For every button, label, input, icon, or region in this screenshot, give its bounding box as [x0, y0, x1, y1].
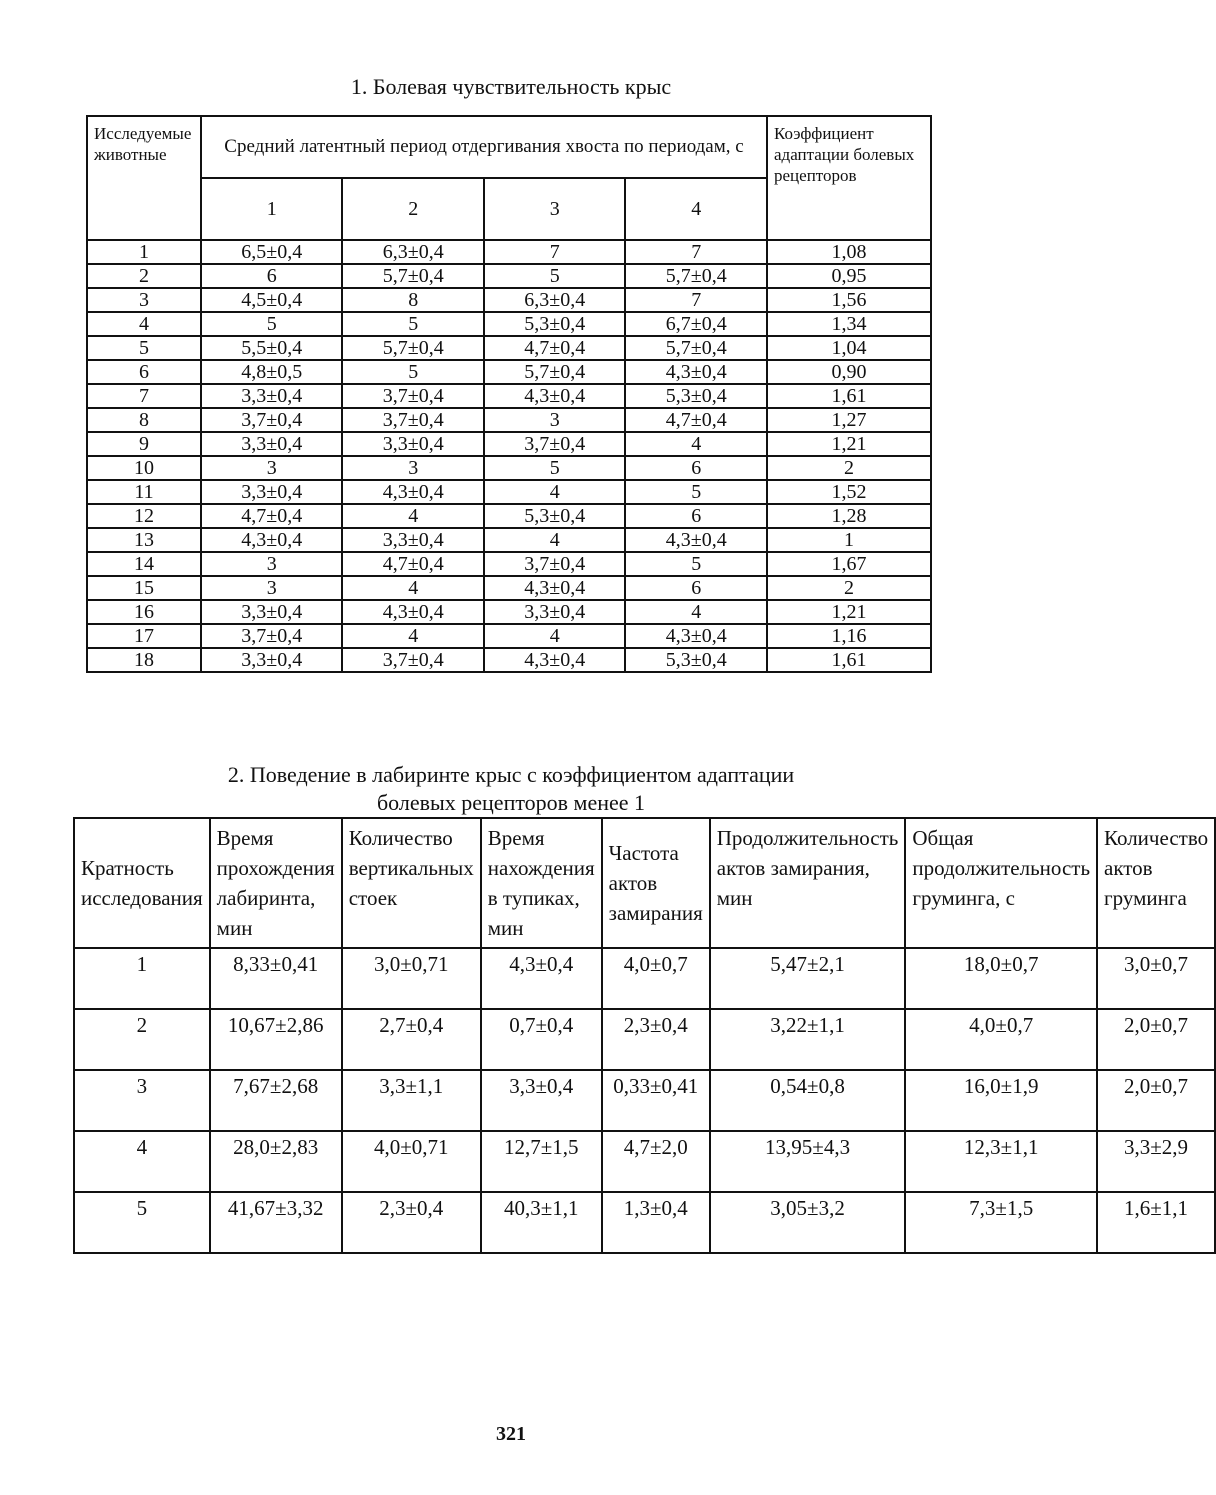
- table-row: [87, 648, 931, 672]
- table-row: [87, 480, 931, 504]
- table-cell: 5,7±0,4: [342, 264, 483, 288]
- table-cell: 3,3±0,4: [201, 600, 342, 624]
- table-row: [74, 1070, 1215, 1131]
- period-header-2: 2: [342, 178, 483, 240]
- table-row: [87, 384, 931, 408]
- table-cell: 5,3±0,4: [625, 648, 767, 672]
- table-cell: 5: [625, 552, 767, 576]
- column-header: Частота актов замирания: [602, 818, 710, 948]
- table-cell: 12: [87, 504, 201, 528]
- table-cell: 1: [87, 240, 201, 264]
- table-cell: 6,5±0,4: [201, 240, 342, 264]
- table-row: [87, 624, 931, 648]
- table-cell: 15: [87, 576, 201, 600]
- table-cell: 1,34: [767, 312, 931, 336]
- table-cell: 6,7±0,4: [625, 312, 767, 336]
- table-cell: 3: [201, 552, 342, 576]
- table-cell: 4: [484, 624, 625, 648]
- table-cell: 3: [74, 1070, 210, 1131]
- table-cell: 5,7±0,4: [625, 336, 767, 360]
- table-cell: 2,7±0,4: [342, 1009, 481, 1070]
- table-row: [87, 312, 931, 336]
- table-row: [74, 1192, 1215, 1253]
- column-header: Количество актов груминга: [1097, 818, 1215, 948]
- table-row: [87, 576, 931, 600]
- col-animals-header: Исследуемые животные: [87, 116, 201, 240]
- table-cell: 0,54±0,8: [710, 1070, 906, 1131]
- table-cell: 3,7±0,4: [201, 624, 342, 648]
- table-cell: 4,7±0,4: [201, 504, 342, 528]
- table-cell: 3,05±3,2: [710, 1192, 906, 1253]
- table-cell: 1,04: [767, 336, 931, 360]
- table-cell: 4: [625, 600, 767, 624]
- table-cell: 12,7±1,5: [481, 1131, 602, 1192]
- table-cell: 3: [201, 576, 342, 600]
- table-cell: 0,90: [767, 360, 931, 384]
- table-cell: 4,5±0,4: [201, 288, 342, 312]
- table-cell: 16,0±1,9: [905, 1070, 1097, 1131]
- table-cell: 4,3±0,4: [342, 480, 483, 504]
- table-row: [87, 264, 931, 288]
- table-row: [87, 504, 931, 528]
- table-cell: 3,3±0,4: [201, 648, 342, 672]
- table-row: [87, 240, 931, 264]
- table-cell: 1,21: [767, 432, 931, 456]
- table2-title-line2: болевых рецепторов менее 1: [376, 790, 646, 815]
- table-cell: 1,52: [767, 480, 931, 504]
- table-cell: 14: [87, 552, 201, 576]
- table-cell: 28,0±2,83: [210, 1131, 342, 1192]
- table-cell: 2,3±0,4: [342, 1192, 481, 1253]
- table-cell: 2: [767, 576, 931, 600]
- table-cell: 13,95±4,3: [710, 1131, 906, 1192]
- table-row: [87, 360, 931, 384]
- table-cell: 4,8±0,5: [201, 360, 342, 384]
- table-cell: 3,3±1,1: [342, 1070, 481, 1131]
- table-cell: 4: [74, 1131, 210, 1192]
- table-cell: 1,21: [767, 600, 931, 624]
- table-row: [87, 432, 931, 456]
- table-cell: 17: [87, 624, 201, 648]
- table-cell: 40,3±1,1: [481, 1192, 602, 1253]
- table-cell: 3,3±0,4: [201, 480, 342, 504]
- table-cell: 1,27: [767, 408, 931, 432]
- table-row: [87, 456, 931, 480]
- table-cell: 4: [342, 576, 483, 600]
- table-cell: 3,7±0,4: [342, 648, 483, 672]
- table-cell: 4,7±0,4: [342, 552, 483, 576]
- table-cell: 6: [87, 360, 201, 384]
- table-cell: 18,0±0,7: [905, 948, 1097, 1009]
- table-cell: 5,7±0,4: [484, 360, 625, 384]
- column-header: Количество вертикальных стоек: [342, 818, 481, 948]
- table-cell: 4: [87, 312, 201, 336]
- table-row: [74, 948, 1215, 1009]
- table-row: [87, 552, 931, 576]
- table-cell: 5,7±0,4: [625, 264, 767, 288]
- table-cell: 6: [201, 264, 342, 288]
- table-cell: 1,6±1,1: [1097, 1192, 1215, 1253]
- table-cell: 4,3±0,4: [342, 600, 483, 624]
- table-cell: 6,3±0,4: [342, 240, 483, 264]
- table-cell: 1: [74, 948, 210, 1009]
- table-cell: 2,3±0,4: [602, 1009, 710, 1070]
- table-cell: 3: [484, 408, 625, 432]
- table-cell: 6: [625, 456, 767, 480]
- col-coef-header: Коэффициент адаптации болевых рецепторов: [767, 116, 931, 240]
- table-cell: 3,22±1,1: [710, 1009, 906, 1070]
- period-header-3: 3: [484, 178, 625, 240]
- table-cell: 9: [87, 432, 201, 456]
- table-cell: 41,67±3,32: [210, 1192, 342, 1253]
- table-cell: 5: [342, 312, 483, 336]
- table-cell: 5: [342, 360, 483, 384]
- table-cell: 6: [625, 576, 767, 600]
- table-cell: 7,3±1,5: [905, 1192, 1097, 1253]
- table-cell: 1,61: [767, 648, 931, 672]
- table-cell: 10,67±2,86: [210, 1009, 342, 1070]
- table-cell: 7: [484, 240, 625, 264]
- table-cell: 4,0±0,7: [905, 1009, 1097, 1070]
- table-cell: 6: [625, 504, 767, 528]
- table-cell: 0,33±0,41: [602, 1070, 710, 1131]
- table-cell: 0,7±0,4: [481, 1009, 602, 1070]
- table-cell: 4: [342, 504, 483, 528]
- table-cell: 3,3±0,4: [342, 432, 483, 456]
- table-cell: 4,3±0,4: [481, 948, 602, 1009]
- table-cell: 8: [87, 408, 201, 432]
- period-header-4: 4: [625, 178, 767, 240]
- table-cell: 5: [625, 480, 767, 504]
- table-cell: 3,3±0,4: [481, 1070, 602, 1131]
- table-cell: 3,7±0,4: [484, 432, 625, 456]
- table-cell: 7,67±2,68: [210, 1070, 342, 1131]
- table-cell: 1,3±0,4: [602, 1192, 710, 1253]
- table-cell: 7: [625, 288, 767, 312]
- table-cell: 10: [87, 456, 201, 480]
- table-cell: 4,3±0,4: [484, 648, 625, 672]
- table-cell: 1: [767, 528, 931, 552]
- table-cell: 8: [342, 288, 483, 312]
- column-header: Время прохождения лабиринта, мин: [210, 818, 342, 948]
- maze-behavior-table: [73, 817, 1216, 1254]
- table-cell: 4,3±0,4: [484, 576, 625, 600]
- table-cell: 1,61: [767, 384, 931, 408]
- table-cell: 6,3±0,4: [484, 288, 625, 312]
- table-cell: 7: [625, 240, 767, 264]
- table-cell: 2: [767, 456, 931, 480]
- column-header: Кратность исследования: [74, 818, 210, 948]
- table-cell: 5: [201, 312, 342, 336]
- table-cell: 3,7±0,4: [484, 552, 625, 576]
- table-cell: 4,3±0,4: [484, 384, 625, 408]
- table-cell: 18: [87, 648, 201, 672]
- table-row: [74, 1131, 1215, 1192]
- table-cell: 5,5±0,4: [201, 336, 342, 360]
- table-cell: 2,0±0,7: [1097, 1070, 1215, 1131]
- table-cell: 4,7±0,4: [625, 408, 767, 432]
- table-cell: 1,08: [767, 240, 931, 264]
- table-cell: 3,3±0,4: [484, 600, 625, 624]
- column-header: Общая продолжительность груминга, с: [905, 818, 1097, 948]
- table-cell: 2,0±0,7: [1097, 1009, 1215, 1070]
- table-cell: 4: [625, 432, 767, 456]
- table-cell: 4,3±0,4: [625, 528, 767, 552]
- table-cell: 13: [87, 528, 201, 552]
- table-row: [74, 1009, 1215, 1070]
- table-cell: 0,95: [767, 264, 931, 288]
- table-cell: 5: [484, 264, 625, 288]
- table-cell: 4,3±0,4: [625, 360, 767, 384]
- table-row: [87, 528, 931, 552]
- table-cell: 5,3±0,4: [484, 504, 625, 528]
- table-cell: 5,3±0,4: [484, 312, 625, 336]
- table-cell: 5,7±0,4: [342, 336, 483, 360]
- table-cell: 4,0±0,71: [342, 1131, 481, 1192]
- table-cell: 1,56: [767, 288, 931, 312]
- table-row: [87, 336, 931, 360]
- table-cell: 2: [74, 1009, 210, 1070]
- table-cell: 4: [342, 624, 483, 648]
- table-cell: 4,3±0,4: [625, 624, 767, 648]
- table-cell: 3,7±0,4: [342, 384, 483, 408]
- col-period-group-header: Средний латентный период отдергивания хвоста по периодам, с: [201, 116, 767, 178]
- table-cell: 12,3±1,1: [905, 1131, 1097, 1192]
- table-cell: 3,0±0,7: [1097, 948, 1215, 1009]
- pain-sensitivity-table: [86, 115, 932, 673]
- table-cell: 3,3±0,4: [342, 528, 483, 552]
- table-cell: 3,7±0,4: [201, 408, 342, 432]
- table-cell: 5: [484, 456, 625, 480]
- table-row: [87, 600, 931, 624]
- table-cell: 1,67: [767, 552, 931, 576]
- table-cell: 4: [484, 480, 625, 504]
- table-cell: 3,3±0,4: [201, 432, 342, 456]
- table-cell: 7: [87, 384, 201, 408]
- column-header: Время нахождения в тупиках, мин: [481, 818, 602, 948]
- table-cell: 3: [87, 288, 201, 312]
- table-cell: 4: [484, 528, 625, 552]
- table-cell: 3,3±0,4: [201, 384, 342, 408]
- page-number: 321: [496, 1423, 526, 1445]
- table-cell: 1,16: [767, 624, 931, 648]
- table1-title: 1. Болевая чувствительность крыс: [350, 74, 672, 99]
- period-header-1: 1: [201, 178, 342, 240]
- table2-title-line1: 2. Поведение в лабиринте крыс с коэффициентом адаптации: [227, 762, 795, 787]
- table-cell: 4,3±0,4: [201, 528, 342, 552]
- table-cell: 1,28: [767, 504, 931, 528]
- table-cell: 16: [87, 600, 201, 624]
- table-cell: 5: [87, 336, 201, 360]
- table-row: [87, 408, 931, 432]
- table-cell: 4,0±0,7: [602, 948, 710, 1009]
- column-header: Продолжительность актов замирания, мин: [710, 818, 906, 948]
- table-cell: 5: [74, 1192, 210, 1253]
- table-cell: 4,7±0,4: [484, 336, 625, 360]
- table-cell: 3: [201, 456, 342, 480]
- table-cell: 3: [342, 456, 483, 480]
- table-row: [87, 288, 931, 312]
- table-cell: 3,0±0,71: [342, 948, 481, 1009]
- table-cell: 4,7±2,0: [602, 1131, 710, 1192]
- table-cell: 3,7±0,4: [342, 408, 483, 432]
- table-cell: 5,47±2,1: [710, 948, 906, 1009]
- table-cell: 8,33±0,41: [210, 948, 342, 1009]
- table-cell: 5,3±0,4: [625, 384, 767, 408]
- table-cell: 11: [87, 480, 201, 504]
- table-cell: 3,3±2,9: [1097, 1131, 1215, 1192]
- table-cell: 2: [87, 264, 201, 288]
